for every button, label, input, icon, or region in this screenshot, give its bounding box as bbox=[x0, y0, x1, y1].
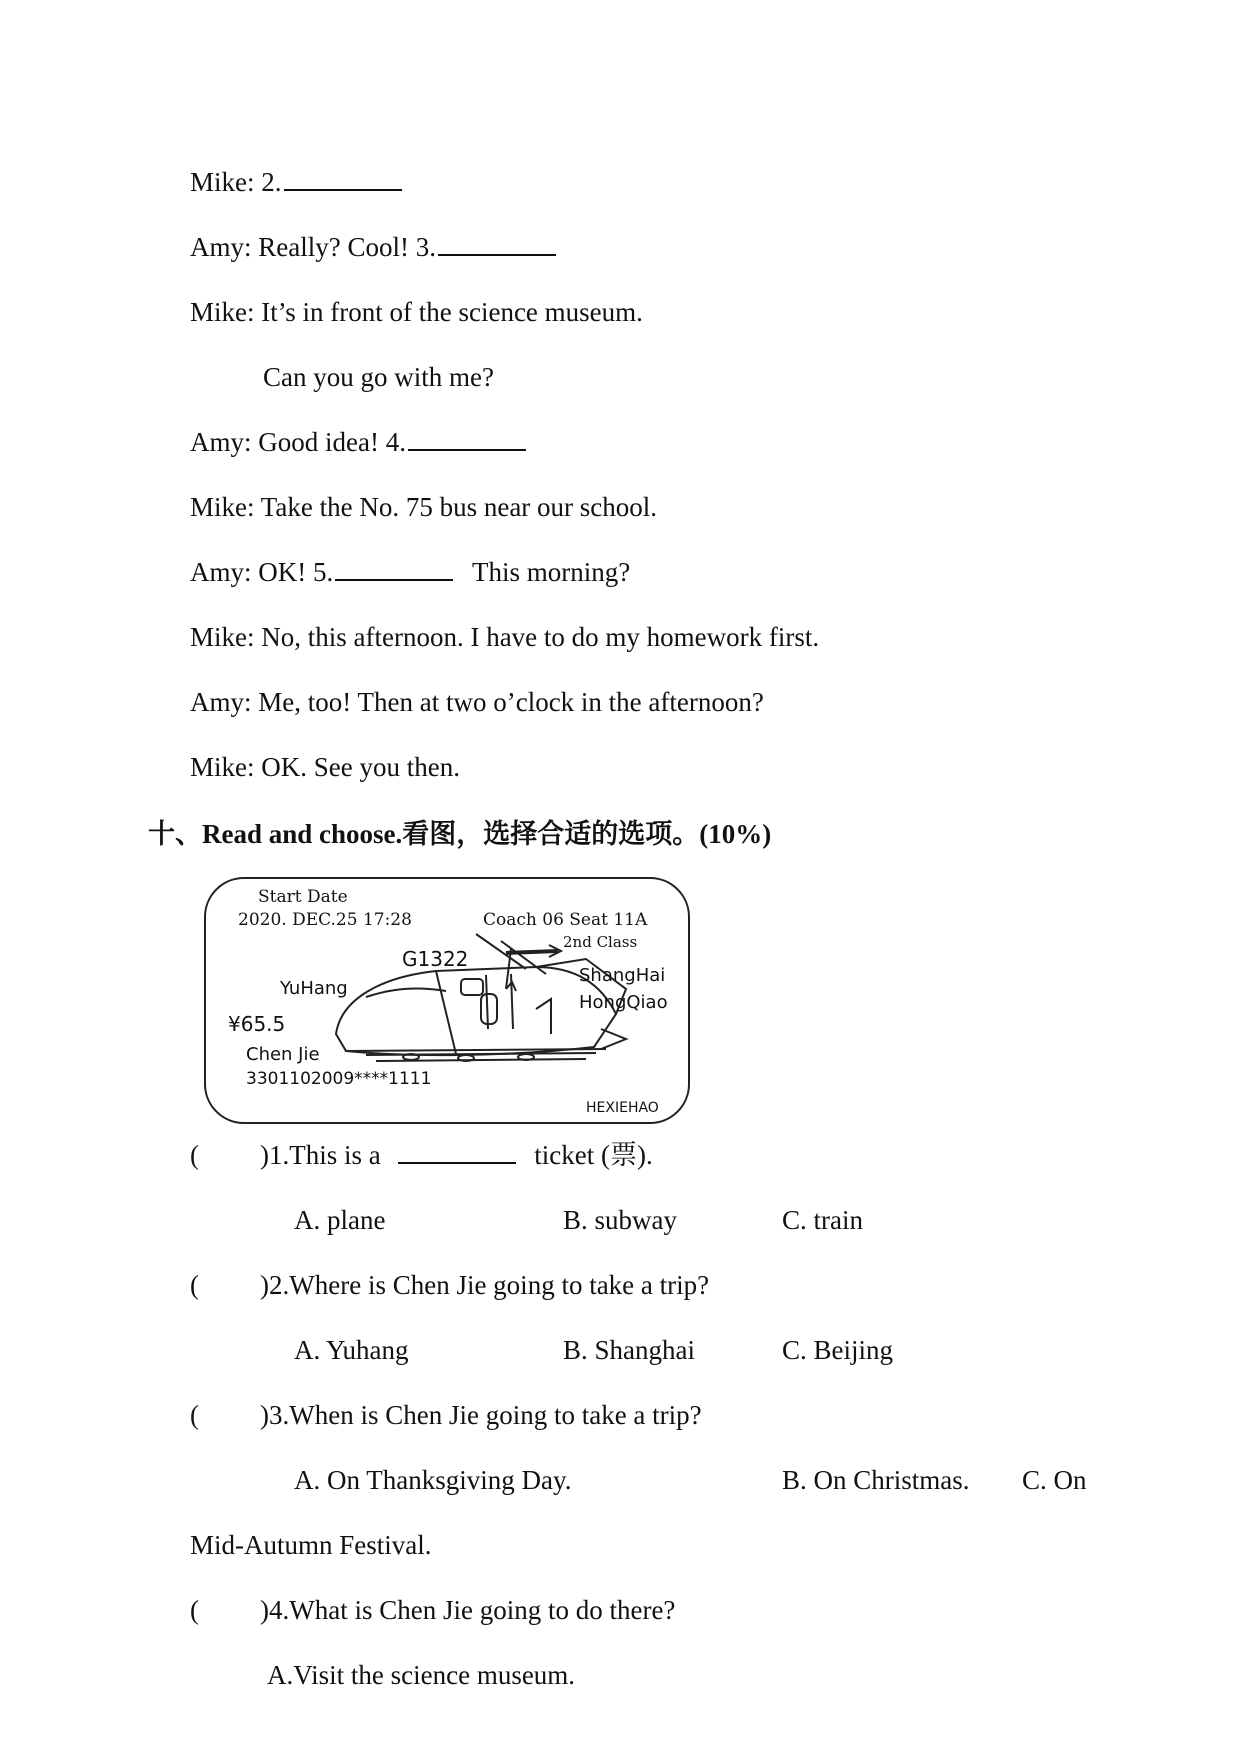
paren-open: ( bbox=[190, 1595, 199, 1625]
question-text: When is Chen Jie going to take a trip? bbox=[289, 1400, 702, 1430]
answer-paren-q2[interactable] bbox=[190, 1268, 199, 1302]
line-text: OK. See you then. bbox=[261, 752, 460, 782]
answer-paren-q1[interactable] bbox=[190, 1138, 199, 1172]
ticket-name: Chen Jie bbox=[246, 1044, 320, 1065]
ticket-coach-seat: Coach 06 Seat 11A bbox=[483, 910, 648, 930]
line-text: It’s in front of the science museum. bbox=[261, 297, 643, 327]
line-text: Can you go with me? bbox=[263, 362, 494, 392]
paren-open: ( bbox=[190, 1400, 199, 1430]
ticket-from: YuHang bbox=[280, 978, 348, 999]
dialogue-line-5 bbox=[190, 425, 526, 459]
ticket-train-number: G1322 bbox=[402, 947, 469, 971]
ticket-price: ¥65.5 bbox=[228, 1012, 286, 1036]
speaker: Mike: bbox=[190, 622, 255, 652]
dialogue-line-9 bbox=[190, 685, 764, 719]
dialogue-line-4 bbox=[263, 360, 494, 394]
answer-blank[interactable] bbox=[335, 559, 453, 581]
section-heading bbox=[148, 817, 771, 851]
question-3 bbox=[260, 1398, 702, 1432]
ticket-watermark: HEXIEHAO bbox=[586, 1100, 659, 1116]
speaker: Amy: bbox=[190, 557, 252, 587]
ticket-datetime: 2020. DEC.25 17:28 bbox=[238, 910, 412, 930]
dialogue-line-6 bbox=[190, 490, 657, 524]
speaker: Mike: bbox=[190, 167, 255, 197]
question-text: This is a bbox=[289, 1140, 381, 1170]
speaker: Amy: bbox=[190, 232, 252, 262]
dialogue-line-2 bbox=[190, 230, 556, 264]
answer-blank[interactable] bbox=[438, 234, 556, 256]
question-text: Where is Chen Jie going to take a trip? bbox=[289, 1270, 710, 1300]
answer-blank[interactable] bbox=[398, 1142, 516, 1164]
answer-blank[interactable] bbox=[408, 429, 526, 451]
option-c: C. On bbox=[1022, 1465, 1087, 1495]
option-c-continuation: Mid-Autumn Festival. bbox=[190, 1530, 432, 1560]
option-a: A. Yuhang bbox=[294, 1335, 409, 1365]
option-a: A.Visit the science museum. bbox=[267, 1660, 576, 1690]
option-a: A. On Thanksgiving Day. bbox=[294, 1465, 572, 1495]
speaker: Mike: bbox=[190, 297, 255, 327]
dialogue-line-1 bbox=[190, 165, 402, 199]
paren-open: ( bbox=[190, 1270, 199, 1300]
ticket-id: 3301102009****1111 bbox=[246, 1069, 432, 1089]
section-title: Read and choose.看图，选择合适的选项。(10%) bbox=[202, 819, 772, 849]
question-1 bbox=[260, 1138, 653, 1172]
ticket-class: 2nd Class bbox=[563, 933, 638, 951]
answer-blank[interactable] bbox=[284, 169, 402, 191]
dialogue-line-8 bbox=[190, 620, 819, 654]
question-4 bbox=[260, 1593, 675, 1627]
line-text: Really? Cool! 3. bbox=[258, 232, 436, 262]
speaker: Mike: bbox=[190, 752, 255, 782]
dialogue-line-10 bbox=[190, 750, 460, 784]
ticket-start-label: Start Date bbox=[258, 887, 348, 907]
section-number: 十、 bbox=[148, 819, 202, 849]
line-text: No, this afternoon. I have to do my homework first. bbox=[261, 622, 820, 652]
line-text: Take the No. 75 bus near our school. bbox=[260, 492, 658, 522]
question-text: What is Chen Jie going to do there? bbox=[289, 1595, 676, 1625]
line-text: Me, too! Then at two o’clock in the afternoon? bbox=[258, 687, 764, 717]
question-text-after: ticket (票). bbox=[534, 1140, 653, 1170]
answer-paren-q4[interactable] bbox=[190, 1593, 199, 1627]
question-2 bbox=[260, 1268, 709, 1302]
line-text: 2. bbox=[261, 167, 282, 197]
speaker: Mike: bbox=[190, 492, 255, 522]
speaker: Amy: bbox=[190, 687, 252, 717]
question-number: )2. bbox=[260, 1270, 290, 1300]
speaker: Amy: bbox=[190, 427, 252, 457]
answer-paren-q3[interactable] bbox=[190, 1398, 199, 1432]
option-b: B. subway bbox=[563, 1205, 677, 1235]
question-number: )4. bbox=[260, 1595, 290, 1625]
option-b: B. Shanghai bbox=[563, 1335, 695, 1365]
line-text: Good idea! 4. bbox=[258, 427, 406, 457]
line-after-text: This morning? bbox=[472, 557, 631, 587]
ticket-to-line1: ShangHai bbox=[579, 965, 666, 986]
option-c: C. Beijing bbox=[782, 1335, 894, 1365]
train-ticket-image bbox=[204, 877, 690, 1124]
option-a: A. plane bbox=[294, 1205, 386, 1235]
question-number: )1. bbox=[260, 1140, 290, 1170]
dialogue-line-7 bbox=[190, 555, 630, 589]
line-text: OK! 5. bbox=[258, 557, 334, 587]
paren-open: ( bbox=[190, 1140, 199, 1170]
option-b: B. On Christmas. bbox=[782, 1465, 970, 1495]
ticket-to-line2: HongQiao bbox=[579, 992, 668, 1013]
option-c: C. train bbox=[782, 1205, 863, 1235]
question-number: )3. bbox=[260, 1400, 290, 1430]
dialogue-line-3 bbox=[190, 295, 643, 329]
